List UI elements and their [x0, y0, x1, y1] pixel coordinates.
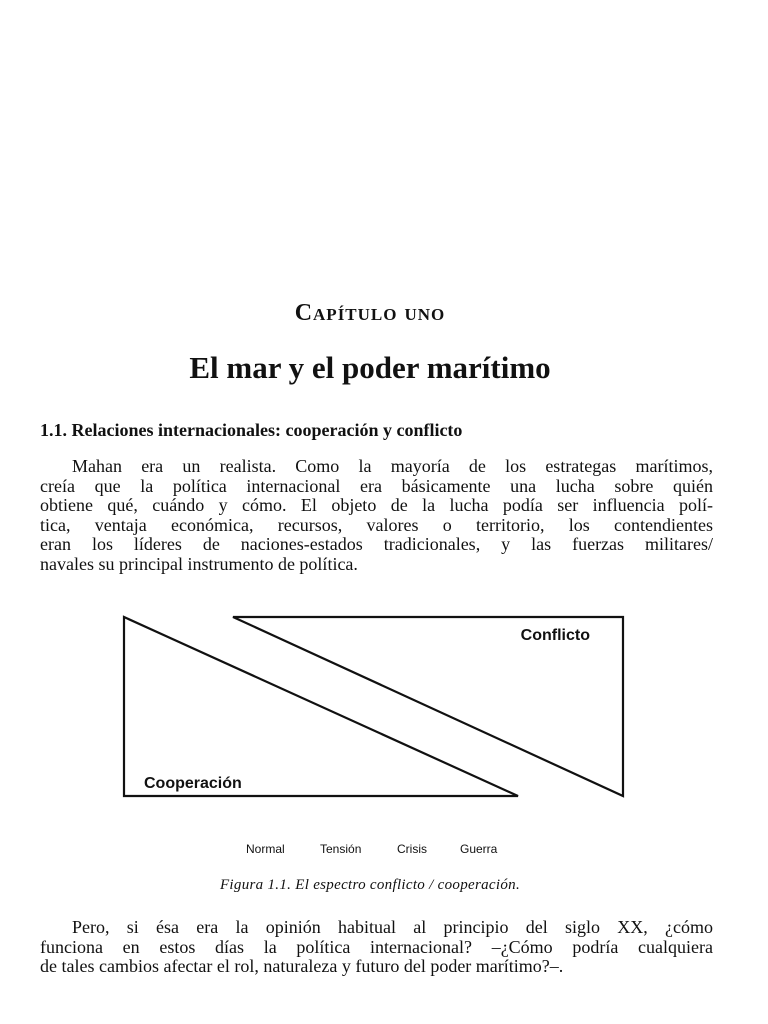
section-heading: 1.1. Relaciones internacionales: cooperación y conflicto — [40, 420, 463, 440]
paragraph-line: obtiene qué, cuándo y cómo. El objeto de la lucha podía ser influencia polí- — [40, 495, 713, 515]
paragraph-realism — [40, 457, 713, 574]
cooperation-triangle — [124, 617, 518, 796]
cooperation-label: Cooperación — [144, 775, 242, 792]
scale-label-tension: Tensión — [320, 842, 362, 856]
paragraph-line: Pero, si ésa era la opinión habitual al principio del siglo XX, ¿cómo — [72, 917, 713, 937]
paragraph-line: creía que la política internacional era básicamente una lucha sobre quién — [40, 475, 713, 496]
chapter-label: Capítulo uno — [294, 300, 446, 326]
conflict-cooperation-diagram — [120, 612, 630, 804]
scale-label-normal: Normal — [246, 842, 285, 856]
figure-caption: Figura 1.1. El espectro conflicto / cooperación. — [219, 877, 521, 893]
scale-label-war: Guerra — [460, 842, 498, 856]
paragraph-line: eran los líderes de naciones-estados tradicionales, y las fuerzas militares/ — [40, 534, 713, 554]
paragraph-line: de tales cambios afectar el rol, naturaleza y futuro del poder marítimo?–. — [40, 956, 564, 976]
paragraph-line: tica, ventaja económica, recursos, valores o territorio, los contendientes — [40, 514, 713, 535]
paragraph-line: Mahan era un realista. Como la mayoría de los estrategas marítimos, — [72, 456, 713, 476]
paragraph-line: funciona en estos días la política internacional? –¿Cómo podría cualquiera — [40, 936, 713, 957]
conflict-label: Conflicto — [520, 627, 590, 644]
chapter-title: El mar y el poder marítimo — [189, 350, 551, 385]
paragraph-line: navales su principal instrumento de política. — [40, 553, 358, 574]
scale-label-crisis: Crisis — [397, 842, 427, 856]
paragraph-question — [40, 918, 713, 977]
